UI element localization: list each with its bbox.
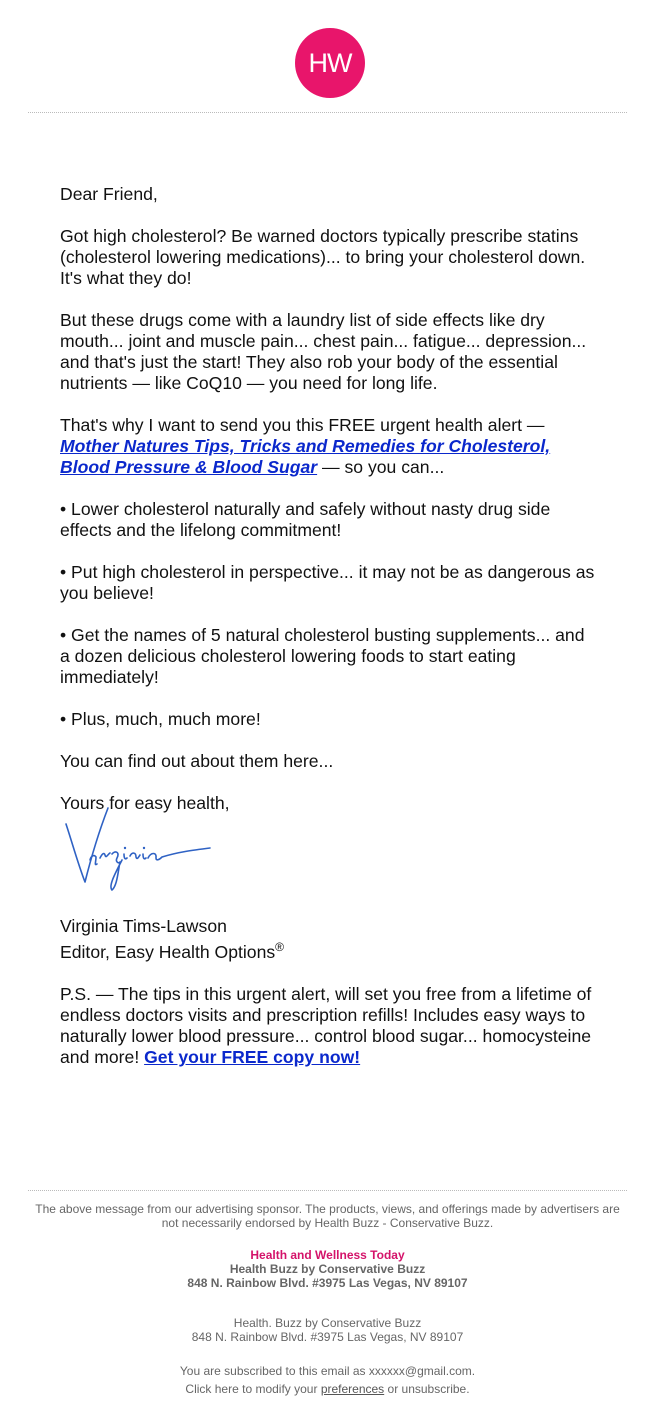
letter-body [60, 184, 595, 1089]
logo-text: HW [308, 47, 352, 78]
bullet-item: • Put high cholesterol in perspective... it may not be as dangerous as you believe! [60, 562, 595, 603]
paragraph-intro: Got high cholesterol? Be warned doctors typically prescribe statins (cholesterol lowering medications)... to bring your cholesterol down. It's what they do! [60, 226, 586, 288]
subscribed-text: You are subscribed to this email as xxxxxx@gmail.com. [179, 1364, 476, 1378]
email-footer [28, 1202, 627, 1416]
offer-text-after: — so you can... [317, 457, 445, 477]
company-name-bold: Health Buzz by Conservative Buzz [229, 1262, 426, 1276]
find-out-text: You can find out about them here... [60, 751, 334, 771]
sender-block [28, 1316, 627, 1344]
company-address-bold: 848 N. Rainbow Blvd. #3975 Las Vegas, NV 89107 [187, 1276, 468, 1290]
modify-text-before: Click here to modify your [185, 1382, 321, 1396]
postscript [60, 984, 595, 1068]
preferences-link[interactable]: preferences [320, 1382, 385, 1396]
company-name: Health. Buzz by Conservative Buzz [233, 1316, 422, 1330]
publisher-block [28, 1248, 627, 1290]
company-address: 848 N. Rainbow Blvd. #3975 Las Vegas, NV 89107 [191, 1330, 464, 1344]
paragraph-offer [60, 415, 595, 478]
author-block [60, 916, 595, 963]
paragraph-side-effects: But these drugs come with a laundry list of side effects like dry mouth... joint and muscle pain... chest pain... fatigue... depression... and that's just the start! They also rob your body of the essential nutrients — like CoQ10 — you need for long life. [60, 310, 587, 393]
bullet-item: • Plus, much, much more! [60, 709, 261, 729]
greeting: Dear Friend, [60, 184, 158, 204]
author-title-line [60, 942, 595, 963]
get-free-copy-link[interactable]: Get your FREE copy now! [144, 1047, 361, 1067]
author-title: Editor, Easy Health Options [60, 942, 276, 962]
subscription-info [28, 1362, 627, 1398]
brand-logo[interactable] [295, 28, 365, 98]
brand-name: Health and Wellness Today [250, 1248, 405, 1262]
header-divider [28, 112, 627, 113]
author-name: Virginia Tims-Lawson [60, 916, 227, 936]
email-header [0, 0, 648, 114]
report-title-link[interactable]: Mother Natures Tips, Tricks and Remedies for Cholesterol, Blood Pressure & Blood Sugar [60, 436, 551, 477]
footer-divider [28, 1190, 627, 1191]
bullet-item: • Get the names of 5 natural cholesterol busting supplements... and a dozen delicious cholesterol lowering foods to start eating immediately! [60, 625, 585, 687]
closing-text: Yours for easy health, [60, 793, 230, 813]
signature-image [60, 802, 220, 902]
registered-mark: ® [275, 940, 284, 955]
postscript-text: P.S. — The tips in this urgent alert, will set you free from a lifetime of endless doctors visits and prescription refills! Includes easy ways to naturally lower blood pressure... control blood sugar... homocysteine and more! [60, 984, 592, 1067]
modify-text-after: or unsubscribe. [384, 1382, 470, 1396]
offer-text-before: That's why I want to send you this FREE urgent health alert — [60, 415, 545, 435]
bullet-item: • Lower cholesterol naturally and safely without nasty drug side effects and the lifelong commitment! [60, 499, 551, 540]
sponsor-disclaimer: The above message from our advertising sponsor. The products, views, and offerings made by advertisers are not necessarily endorsed by Health Buzz - Conservative Buzz. [35, 1202, 620, 1230]
